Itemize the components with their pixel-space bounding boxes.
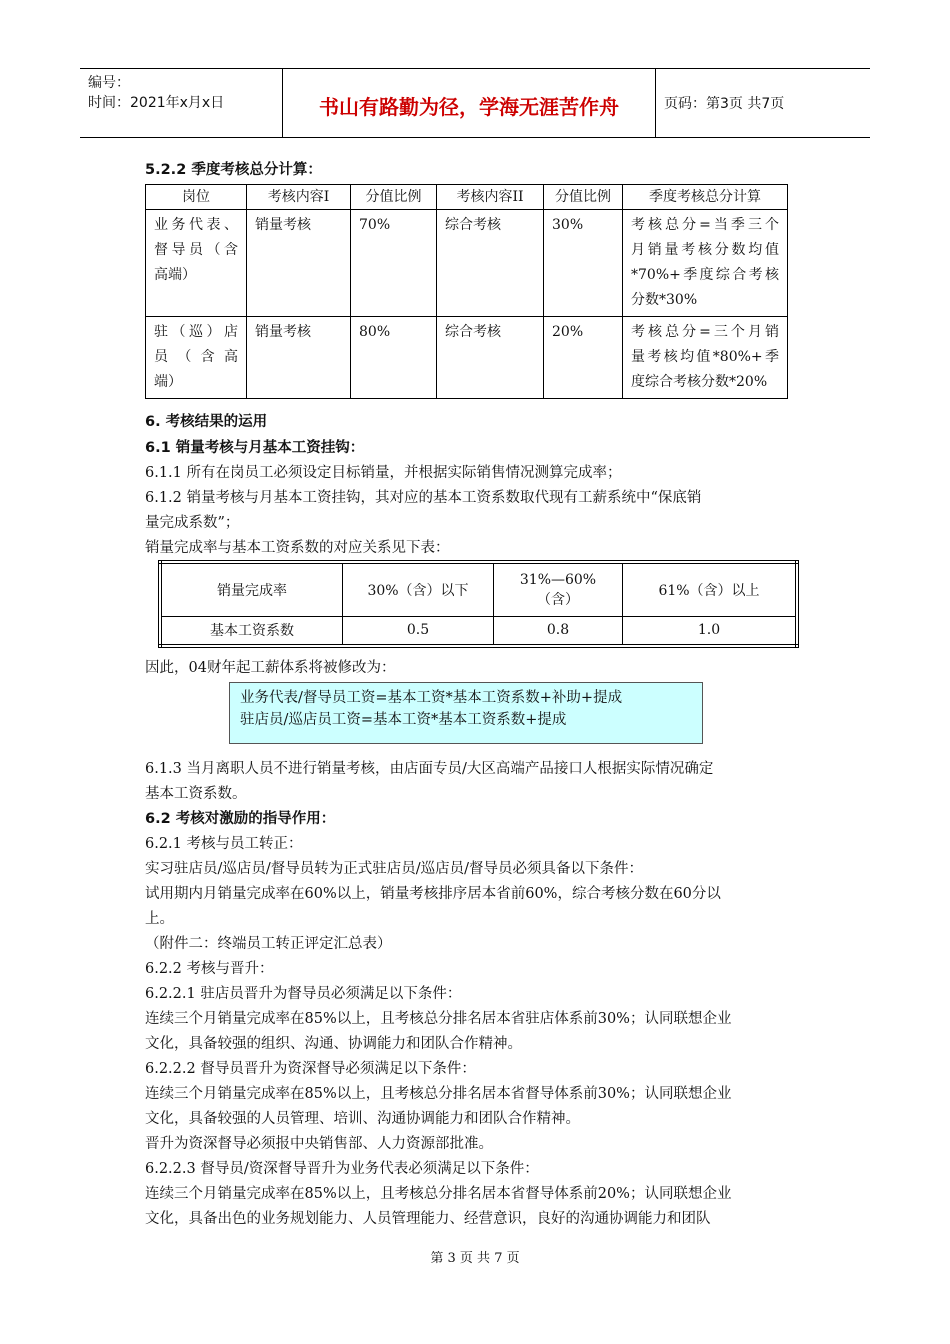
cell-line: 31%—60%: [519, 571, 597, 588]
paragraph: 因此，04财年起工薪体系将被修改为：: [145, 660, 396, 676]
table-cell: 61%（含）以上: [623, 562, 798, 616]
cell-line: 量考核均值*80%+季: [631, 349, 779, 365]
table-cell: 1.0: [623, 616, 798, 646]
table-header-cell: 季度考核总分计算: [623, 185, 788, 210]
table-row: [146, 210, 788, 317]
table-cell: 30%（含）以下: [343, 562, 494, 616]
paragraph: 基本工资系数。: [145, 786, 247, 802]
table-header-cell: 分值比例: [544, 185, 623, 210]
doc-number-label: 编号：: [88, 75, 130, 91]
cell-line: 业务代表、: [154, 217, 238, 233]
formula-box: [229, 682, 703, 744]
page-footer: 第 3 页 共 7 页: [430, 1251, 520, 1266]
table-cell: 销量考核: [247, 317, 351, 399]
table-cell: 30%: [544, 210, 623, 317]
paragraph: 文化，具备较强的组织、沟通、协调能力和团队合作精神。: [145, 1036, 522, 1052]
table-cell: 综合考核: [437, 210, 544, 317]
section-heading: 6. 考核结果的运用: [145, 414, 268, 430]
cell-line: *70%+季度综合考核: [631, 267, 779, 283]
table-cell-position: [146, 317, 247, 399]
header-divider: [655, 69, 656, 137]
cell-line: （含）: [537, 591, 579, 608]
section-heading: 6.2 考核对激励的指导作用：: [145, 811, 336, 827]
paragraph: 6.2.2 考核与晋升：: [145, 961, 274, 977]
table-row: [160, 562, 797, 616]
table-cell: 80%: [351, 317, 437, 399]
table-header-row: [146, 185, 788, 210]
paragraph: 6.2.1 考核与员工转正：: [145, 836, 303, 852]
table-header-cell: 分值比例: [351, 185, 437, 210]
cell-line: 督导员（含: [154, 242, 238, 258]
paragraph: 6.2.2.1 驻店员晋升为督导员必须满足以下条件：: [145, 986, 462, 1002]
cell-line: 考核总分=三个月销: [631, 324, 779, 340]
formula-line: 业务代表/督导员工资=基本工资*基本工资系数+补助+提成: [240, 690, 623, 706]
table-cell-position: [146, 210, 247, 317]
table-cell: 基本工资系数: [160, 616, 343, 646]
paragraph: （附件二：终端员工转正评定汇总表）: [145, 936, 392, 952]
paragraph: 6.1.1 所有在岗员工必须设定目标销量，并根据实际销售情况测算完成率；: [145, 465, 622, 481]
cell-line: 考核总分=当季三个: [631, 217, 779, 233]
paragraph: 6.1.2 销量考核与月基本工资挂钩，其对应的基本工资系数取代现有工薪系统中“保底销: [145, 490, 702, 506]
table-cell: 综合考核: [437, 317, 544, 399]
paragraph: 实习驻店员/巡店员/督导员转为正式驻店员/巡店员/督导员必须具备以下条件：: [145, 861, 644, 877]
header-page-label: 页码：第3页 共7页: [664, 96, 785, 112]
paragraph: 连续三个月销量完成率在85%以上，且考核总分排名居本省驻店体系前30%；认同联想企业: [145, 1011, 732, 1027]
table-row: [146, 317, 788, 399]
table-cell: 销量完成率: [160, 562, 343, 616]
section-heading: 6.1 销量考核与月基本工资挂钩：: [145, 440, 365, 456]
table-row: [160, 616, 797, 646]
cell-line: 员（含高: [154, 349, 238, 365]
header-motto: 书山有路勤为径，学海无涯苦作舟: [319, 95, 619, 119]
paragraph: 量完成系数”；: [145, 515, 240, 531]
paragraph: 文化，具备较强的人员管理、培训、沟通协调能力和团队合作精神。: [145, 1111, 580, 1127]
cell-line: 月销量考核分数均值: [631, 242, 779, 258]
paragraph: 试用期内月销量完成率在60%以上，销量考核排序居本省前60%，综合考核分数在60分以: [145, 886, 721, 902]
table-cell: 0.5: [343, 616, 494, 646]
paragraph: 上。: [145, 911, 174, 927]
paragraph: 6.2.2.3 督导员/资深督导晋升为业务代表必须满足以下条件：: [145, 1161, 539, 1177]
doc-time-label: 时间：2021年x月x日: [88, 95, 225, 111]
paragraph: 6.2.2.2 督导员晋升为资深督导必须满足以下条件：: [145, 1061, 476, 1077]
salary-coefficient-table: [158, 560, 799, 648]
paragraph: 连续三个月销量完成率在85%以上，且考核总分排名居本省督导体系前30%；认同联想企业: [145, 1086, 732, 1102]
table-cell: 20%: [544, 317, 623, 399]
paragraph: 晋升为资深督导必须报中央销售部、人力资源部批准。: [145, 1136, 493, 1152]
cell-line: 高端）: [154, 267, 196, 283]
paragraph: 连续三个月销量完成率在85%以上，且考核总分排名居本省督导体系前20%；认同联想企业: [145, 1186, 732, 1202]
table-header-cell: 考核内容II: [437, 185, 544, 210]
table-cell: [494, 562, 623, 616]
table-cell: 0.8: [494, 616, 623, 646]
cell-line: 度综合考核分数*20%: [631, 374, 768, 390]
paragraph: 销量完成率与基本工资系数的对应关系见下表：: [145, 540, 450, 556]
cell-line: 分数*30%: [631, 292, 698, 308]
cell-line: 端）: [154, 374, 182, 390]
table-header-cell: 岗位: [146, 185, 247, 210]
table-cell-calc: [623, 210, 788, 317]
quarterly-score-table: [145, 184, 788, 399]
header-meta: [88, 73, 278, 113]
table-cell: 70%: [351, 210, 437, 317]
section-heading: 5.2.2 季度考核总分计算：: [145, 162, 322, 178]
paragraph: 文化，具备出色的业务规划能力、人员管理能力、经营意识，良好的沟通协调能力和团队: [145, 1211, 711, 1227]
table-cell: 销量考核: [247, 210, 351, 317]
paragraph: 6.1.3 当月离职人员不进行销量考核，由店面专员/大区高端产品接口人根据实际情况确定: [145, 761, 714, 777]
cell-line: 驻（巡）店: [154, 324, 238, 340]
formula-line: 驻店员/巡店员工资=基本工资*基本工资系数+提成: [240, 712, 567, 728]
table-cell-calc: [623, 317, 788, 399]
page-header: [80, 68, 870, 138]
table-header-cell: 考核内容I: [247, 185, 351, 210]
